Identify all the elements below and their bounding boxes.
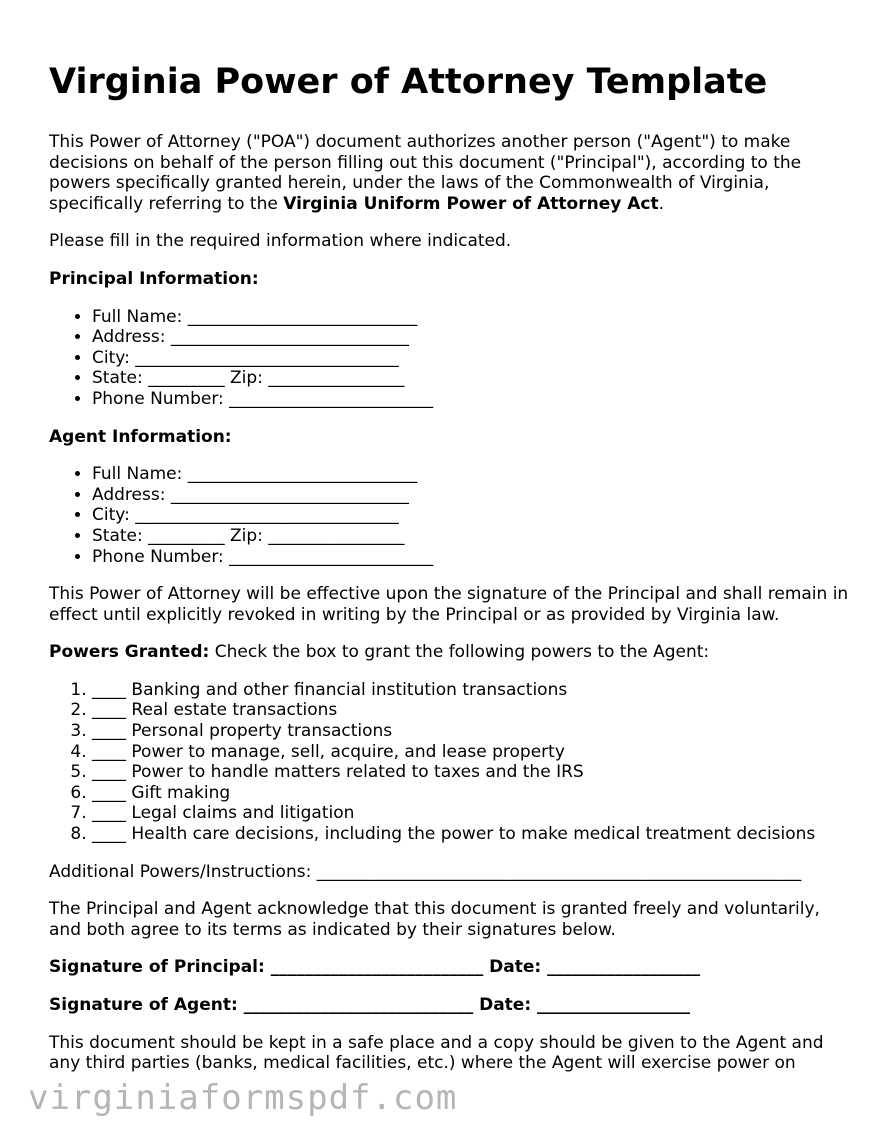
agent-fields xyxy=(49,464,849,567)
intro-paragraph xyxy=(49,132,849,214)
agent-full-name-field: • Full Name: ___________________________ xyxy=(92,464,849,485)
principal-city-field: • City: _______________________________ xyxy=(92,348,849,369)
closing-paragraph: This document should be kept in a safe place and a copy should be given to the Agent and any third parties (banks, medical facilities, etc.) where the Agent will exercise power on xyxy=(49,1032,824,1074)
agent-phone-field: • Phone Number: ________________________ xyxy=(92,547,849,568)
principal-fields xyxy=(49,307,849,410)
principal-phone-field: • Phone Number: ________________________ xyxy=(92,389,849,410)
powers-label: Powers Granted: xyxy=(49,642,210,663)
page-title: Virginia Power of Attorney Template xyxy=(49,62,768,102)
watermark: virginiaformspdf.com xyxy=(28,1078,458,1118)
intro-text: This Power of Attorney ("POA") document authorizes another person ("Agent") to make decisions on behalf of the person filling out this document ("Principal"), according to the powers specifically granted herein, under the laws of the Commonwealth of Virginia, specifically referring to the xyxy=(49,132,802,214)
power-item: 1. ____ Banking and other financial institution transactions xyxy=(92,680,849,701)
powers-paragraph xyxy=(49,642,849,663)
agent-heading: Agent Information: xyxy=(49,426,232,447)
signature-principal-line: Signature of Principal: _________________________ Date: __________________ xyxy=(49,957,701,978)
act-name: Virginia Uniform Power of Attorney Act xyxy=(283,193,659,214)
principal-address-field: • Address: ____________________________ xyxy=(92,327,849,348)
additional-powers-field: Additional Powers/Instructions: _________________________________________________________ xyxy=(49,861,802,882)
principal-state-zip-field: • State: _________ Zip: ________________ xyxy=(92,368,849,389)
principal-full-name-field: • Full Name: ___________________________ xyxy=(92,307,849,328)
document-page xyxy=(49,58,849,1091)
power-item: 4. ____ Power to manage, sell, acquire, and lease property xyxy=(92,742,849,763)
powers-text: Check the box to grant the following powers to the Agent: xyxy=(209,642,710,663)
principal-heading: Principal Information: xyxy=(49,268,259,289)
agent-city-field: • City: _______________________________ xyxy=(92,505,849,526)
effective-paragraph: This Power of Attorney will be effective upon the signature of the Principal and shall remain in effect until explicitly revoked in writing by the Principal or as provided by Virginia law. xyxy=(49,584,849,625)
instruction-text: Please fill in the required information where indicated. xyxy=(49,231,512,252)
power-item: 7. ____ Legal claims and litigation xyxy=(92,803,849,824)
power-item: 2. ____ Real estate transactions xyxy=(92,700,849,721)
power-item: 3. ____ Personal property transactions xyxy=(92,721,849,742)
powers-list xyxy=(49,680,849,845)
intro-end: . xyxy=(658,193,664,214)
signature-agent-line: Signature of Agent: ___________________________ Date: __________________ xyxy=(49,995,691,1015)
power-item: 5. ____ Power to handle matters related to taxes and the IRS xyxy=(92,762,849,783)
agent-address-field: • Address: ____________________________ xyxy=(92,485,849,506)
power-item: 8. ____ Health care decisions, including the power to make medical treatment decisions xyxy=(92,824,849,845)
agent-state-zip-field: • State: _________ Zip: ________________ xyxy=(92,526,849,547)
power-item: 6. ____ Gift making xyxy=(92,783,849,804)
acknowledge-paragraph: The Principal and Agent acknowledge that this document is granted freely and voluntarily, and both agree to its terms as indicated by their signatures below. xyxy=(49,899,820,940)
